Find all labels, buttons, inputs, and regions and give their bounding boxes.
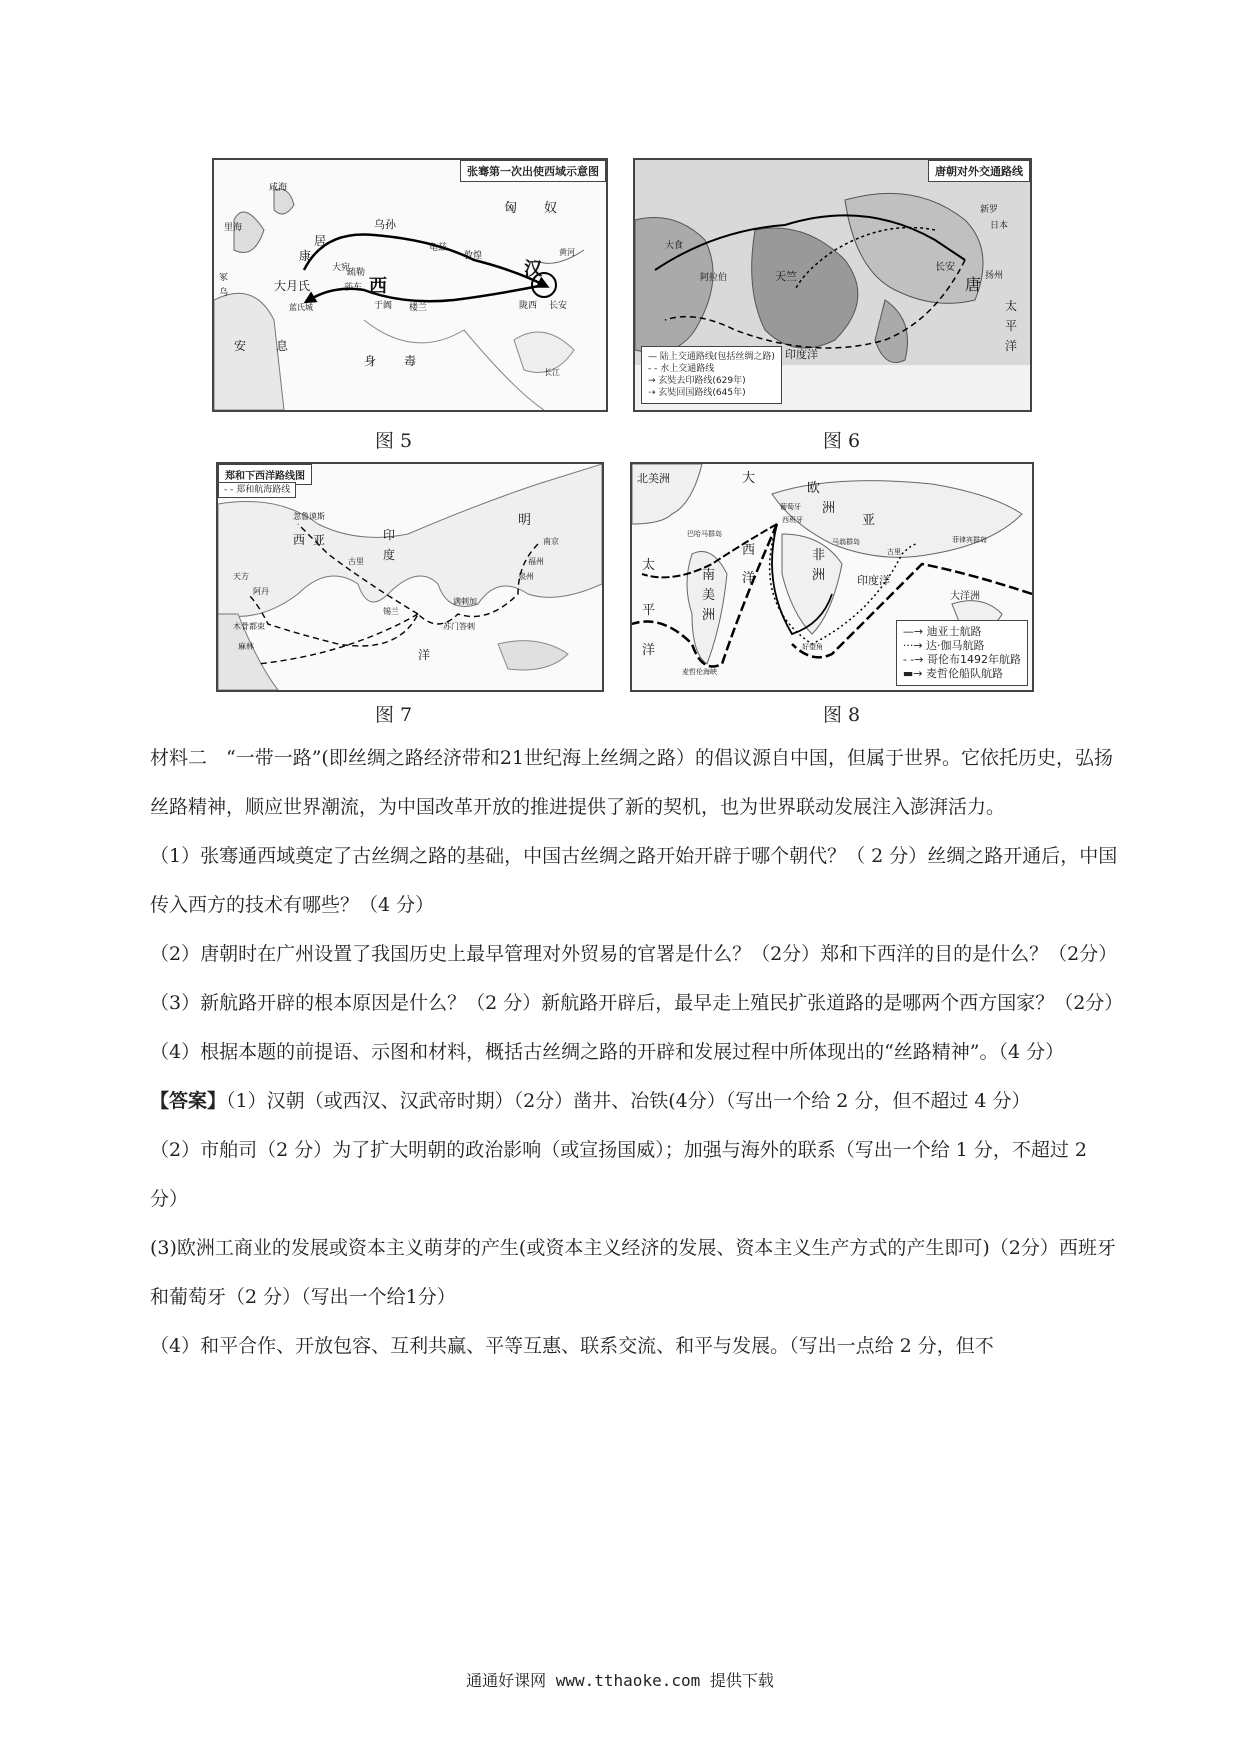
label-kangju-2: 居 [314,234,327,248]
label-yang-7: 洋 [418,648,431,662]
label-xi: 西 [369,276,387,297]
answer-2: （2）市舶司（2 分）为了扩大明朝的政治影响（或宣扬国威）；加强与海外的联系（写出一个给 1 分，不超过 2 分） [150,1139,1088,1210]
figure-5-map [212,158,608,412]
question-4: （4）根据本题的前提语、示图和材料，概括古丝绸之路的开辟和发展过程中所体现出的“丝路精神”。（4 分） [150,1041,1065,1063]
label-tianfang: 天方 [233,572,249,581]
label-zhou-eu: 洲 [822,501,836,516]
label-zhou-af: 洲 [812,568,826,583]
label-zhong: 冢 [219,273,229,283]
label-indian-ocean-8: 印度洋 [857,574,890,587]
label-yang-pac: 洋 [642,643,656,658]
question-body [150,734,1124,1371]
label-cape-of-good-hope: 好望角 [802,643,823,651]
label-xiongnu-1: 匈 [504,201,518,216]
label-north-america-1: 北美洲 [637,472,670,485]
legend-item: — 陆上交通路线(包括丝绸之路) [648,352,775,362]
label-nan: 南 [702,568,716,583]
label-lihai: 里海 [224,223,243,233]
label-mawon: 马翁群岛 [832,538,860,546]
label-guli-8: 古里 [887,548,901,556]
label-shule: 疏勒 [347,268,366,278]
label-ya: 亚 [862,513,876,528]
label-shache: 莎车 [344,283,363,293]
label-xilan: 锡兰 [383,607,399,616]
label-nanjing: 南京 [543,537,559,546]
question-2: （2）唐朝时在广州设置了我国历史上最早管理对外贸易的官署是什么？（2分）郑和下西洋的目的是什么？（2分） [150,943,1118,965]
question-1: （1）张骞通西域奠定了古丝绸之路的基础，中国古丝绸之路开始开辟于哪个朝代？（ 2 分）丝绸之路开通后，中国传入西方的技术有哪些？（4 分） [150,845,1118,916]
label-ya-7: 亚 [313,533,326,547]
label-qiuci: 龟兹 [429,243,448,253]
label-quanzhou: 泉州 [518,572,534,581]
label-bahamas: 巴哈马群岛 [687,530,722,538]
label-spain: 西班牙 [782,516,803,524]
label-yang-8: 洋 [742,571,756,586]
label-dayuezhi: 大月氏 [274,279,311,293]
label-changan-6: 长安 [935,262,955,273]
label-tianzhu: 天竺 [775,270,797,283]
label-ou: 欧 [807,481,821,496]
label-longxi: 陇西 [519,301,538,311]
answer-1: 【答案】（1）汉朝（或西汉、汉武帝时期）（2分）凿井、冶铁(4分）（写出一个给 2 分，但不超过 4 分） [150,1090,1031,1112]
label-changan: 长安 [549,301,568,311]
legend-item: ⇢ 玄奘回国路线(645年) [648,388,746,398]
legend-item: → 玄奘去印路线(629年) [648,376,746,386]
label-guli: 古里 [348,557,364,566]
figure-6-map [633,158,1032,412]
label-xi2: 息 [276,339,289,353]
label-ping: 平 [1005,319,1018,333]
legend-item: ···→ 达·伽马航路 [902,639,985,652]
figure-7-map [216,462,604,692]
label-du: 度 [383,548,396,562]
label-arabia: 阿拉伯 [700,273,728,283]
page-footer: 通通好课网 www.tthaoke.com 提供下载 [466,1671,774,1690]
label-adan: 阿丹 [253,587,269,596]
label-loulan: 楼兰 [409,303,428,313]
label-yin: 印 [383,528,396,542]
label-fuzhou: 福州 [528,557,544,566]
label-xi-7: 西 [293,533,306,547]
label-wusun: 乌孙 [374,218,396,231]
figure-7-caption: 图 7 [375,704,413,726]
label-changjiang: 长江 [544,368,560,377]
figure-6-caption: 图 6 [823,430,861,452]
legend-item: - -→ 哥伦布1492年航路 [902,653,1021,666]
legend-item: —→ 迪亚士航路 [902,625,982,638]
label-wu: 乌 [219,288,229,298]
label-da: 大 [742,471,756,486]
label-xi-8: 西 [742,543,756,558]
label-xinluo: 新罗 [980,205,999,215]
zhang-qian-route-map [214,160,606,410]
label-zhou-sa: 洲 [702,608,716,623]
legend-item: - - 水上交通路线 [648,364,715,374]
label-malin: 麻林 [238,642,254,651]
label-shen: 身 [364,354,377,368]
label-yutian: 于阗 [374,301,393,311]
label-tai: 太 [1005,299,1018,313]
label-magellan-strait: 麦哲伦海峡 [682,668,717,676]
figure-7-title: 郑和下西洋路线图 [218,464,312,485]
label-xiongnu-2: 奴 [544,201,558,216]
figure-8-legend [896,620,1028,686]
figure-5-title: 张骞第一次出使西域示意图 [460,160,606,182]
label-hulumosi: 忽鲁谟斯 [293,512,325,521]
label-han: 汉 [524,259,542,280]
figure-8-map [630,462,1034,692]
label-yang: 洋 [1005,339,1018,353]
label-tang: 唐 [965,275,982,294]
label-dashi: 大食 [665,241,684,251]
answer-4: （4）和平合作、开放包容、互利共赢、平等互惠、联系交流、和平与发展。（写出一点给 2 分，但不 [150,1335,994,1357]
label-lanshicheng: 蓝氏城 [289,303,313,312]
figure-6-legend [641,346,782,404]
label-an: 安 [234,339,247,353]
label-portugal: 葡萄牙 [780,503,801,511]
material-two: 材料二 “一带一路”(即丝绸之路经济带和21世纪海上丝绸之路）的倡议源自中国，但属于世界。它依托历史，弘扬丝路精神，顺应世界潮流，为中国改革开放的推进提供了新的契机，也为世界联动发展注入澎湃活力。 [150,747,1114,818]
label-ming: 明 [518,513,532,528]
label-indian-ocean-6: 印度洋 [785,348,818,361]
figure-8-caption: 图 8 [823,704,861,726]
label-ping-8: 平 [642,603,656,618]
label-du: 毒 [404,354,417,368]
label-xianhai: 咸海 [269,183,288,193]
figure-5-caption: 图 5 [375,430,413,452]
answer-label: 【答案】 [150,1090,227,1112]
figure-6-title: 唐朝对外交通路线 [928,160,1030,182]
legend-item: ▬→ 麦哲伦船队航路 [902,667,1003,680]
label-oceania: 大洋洲 [950,591,980,602]
figure-7-legend: - - 郑和航海路线 [218,482,296,498]
label-huanghe: 黄河 [559,248,575,257]
label-fei: 非 [812,548,826,563]
label-dunhuang: 敦煌 [464,251,483,261]
label-riben: 日本 [990,221,1009,231]
label-kangju-1: 康 [299,249,312,263]
question-3: （3）新航路开辟的根本原因是什么？（2 分）新航路开辟后，最早走上殖民扩张道路的是哪两个西方国家？（2分） [150,992,1124,1014]
label-yangzhou: 扬州 [985,271,1004,281]
label-dayuan: 大宛 [332,263,351,273]
label-manlajia: 满剌加 [453,597,477,606]
label-mei: 美 [702,588,716,603]
answer-3: (3)欧洲工商业的发展或资本主义萌芽的产生(或资本主义经济的发展、资本主义生产方式的产生即可)（2分）西班牙和葡萄牙（2 分）（写出一个给1分） [150,1237,1116,1308]
label-sumendala: 苏门答剌 [443,622,475,631]
label-mugudushu: 木骨都束 [233,622,265,631]
label-philippines: 菲律宾群岛 [952,536,987,544]
label-tai-8: 太 [642,558,656,573]
